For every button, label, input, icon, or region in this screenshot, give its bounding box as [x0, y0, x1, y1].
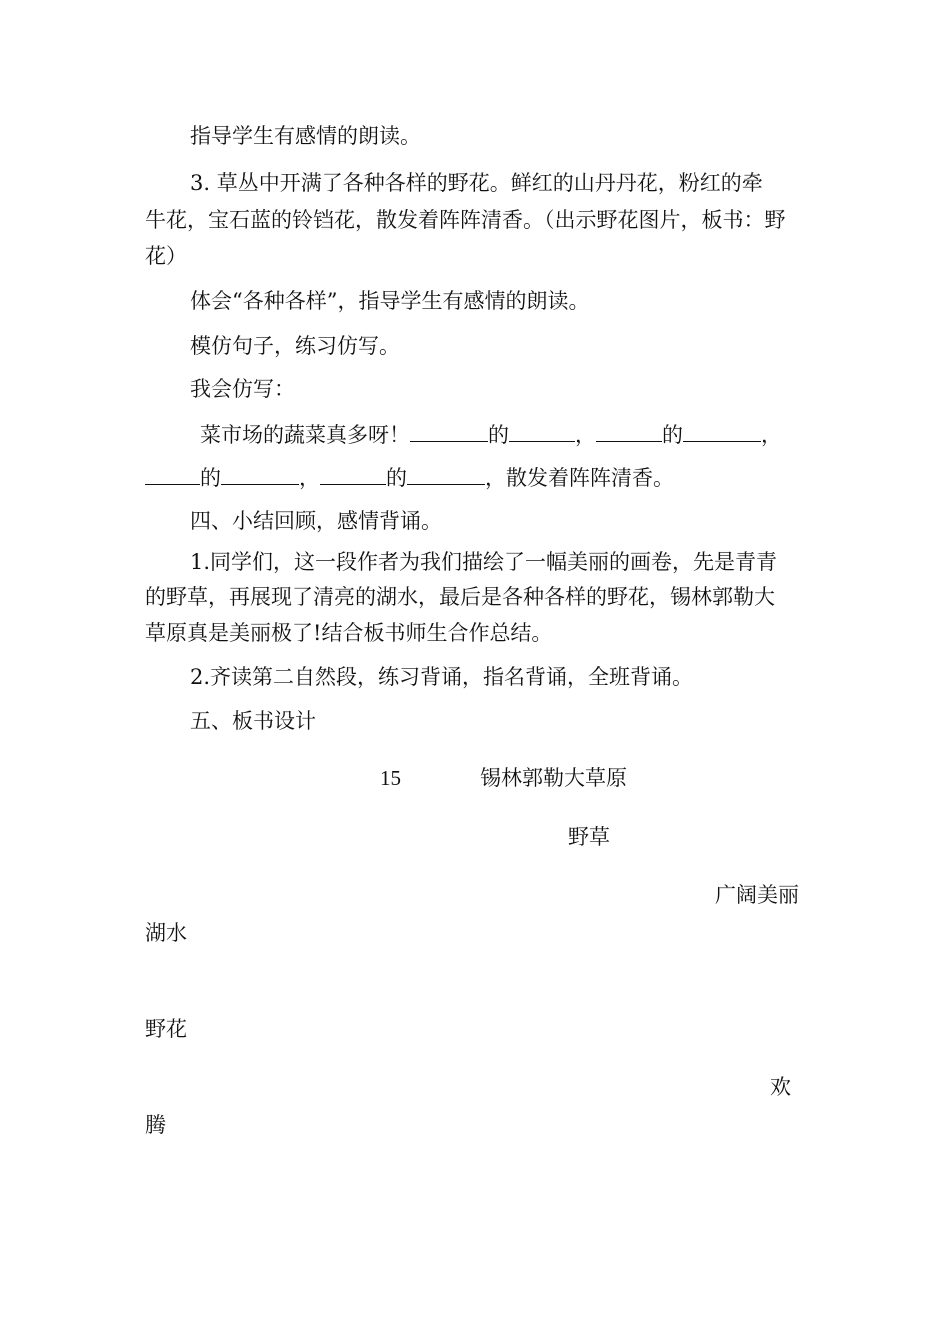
paragraph-wildflowers-line3: 花） [145, 244, 187, 268]
de-char: 的 [386, 466, 407, 490]
board-item-lake: 湖水 [145, 921, 187, 945]
blank[interactable] [410, 421, 488, 442]
blank[interactable] [407, 464, 485, 485]
board-summary-2a: 欢 [770, 1075, 791, 1099]
section4-item1-line2: 的野草，再展现了清亮的湖水，最后是各种各样的野花，锡林郭勒大 [145, 585, 775, 609]
board-summary-2b: 腾 [145, 1113, 166, 1137]
blank[interactable] [221, 464, 299, 485]
comma: ， [299, 466, 320, 490]
paragraph-practice-label: 我会仿写： [190, 377, 295, 401]
board-item-flowers: 野花 [145, 1017, 187, 1041]
blank[interactable] [683, 421, 761, 442]
blank[interactable] [145, 464, 200, 485]
section5-heading: 五、板书设计 [190, 709, 316, 733]
section4-item1-line1: 1.同学们，这一段作者为我们描绘了一幅美丽的画卷，先是青青 [190, 550, 778, 574]
fill-in-line1 [200, 421, 782, 447]
paragraph-experience: 体会“各种各样”，指导学生有感情的朗读。 [190, 289, 590, 313]
blank[interactable] [596, 421, 662, 442]
fill-in-line2 [145, 464, 674, 490]
comma: ， [575, 423, 596, 447]
comma: ， [761, 423, 782, 447]
paragraph-imitate: 模仿句子，练习仿写。 [190, 334, 400, 358]
board-summary-1: 广阔美丽 [715, 883, 799, 907]
blank[interactable] [509, 421, 575, 442]
paragraph-guide-reading: 指导学生有感情的朗读。 [190, 124, 421, 148]
board-lesson-title: 锡林郭勒大草原 [480, 766, 627, 790]
section4-heading: 四、小结回顾，感情背诵。 [190, 509, 442, 533]
board-item-grass: 野草 [568, 825, 610, 849]
de-char: 的 [200, 466, 221, 490]
de-char: 的 [662, 423, 683, 447]
paragraph-wildflowers-line1: 3. 草丛中开满了各种各样的野花。鲜红的山丹丹花，粉红的牵 [190, 171, 763, 195]
fill-in-ending: ，散发着阵阵清香。 [485, 466, 674, 490]
de-char: 的 [488, 423, 509, 447]
section4-item1-line3: 草原真是美丽极了!结合板书师生合作总结。 [145, 621, 553, 645]
section4-item2: 2.齐读第二自然段，练习背诵，指名背诵，全班背诵。 [190, 665, 694, 689]
blank[interactable] [320, 464, 386, 485]
paragraph-wildflowers-line2: 牛花，宝石蓝的铃铛花，散发着阵阵清香。（出示野花图片，板书：野 [145, 208, 786, 232]
board-lesson-number: 15 [380, 766, 401, 790]
fill-in-prefix: 菜市场的蔬菜真多呀！ [200, 423, 410, 447]
